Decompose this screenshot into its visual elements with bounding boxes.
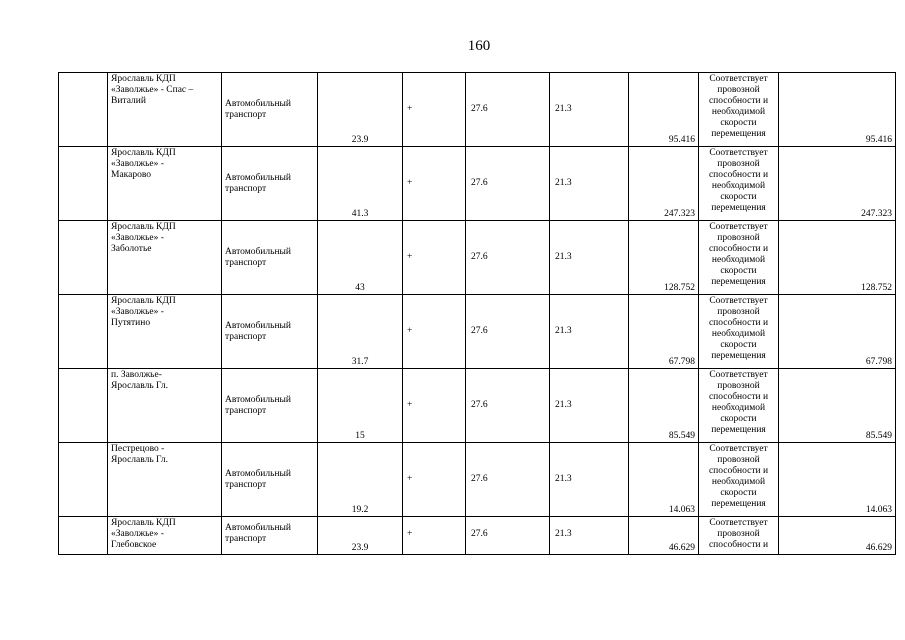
length-cell: 23.9 — [318, 73, 403, 147]
mark-cell: + — [403, 73, 466, 147]
value1-cell: 27.6 — [466, 147, 550, 221]
table-row — [59, 517, 896, 555]
mark-cell: + — [403, 147, 466, 221]
route-cell: Ярославль КДП «Заволжье» - Макарово — [108, 147, 222, 221]
cost-cell: 247.323 — [629, 147, 699, 221]
mark-cell: + — [403, 221, 466, 295]
route-cell: Ярославль КДП «Заволжье» - Заболотье — [108, 221, 222, 295]
row-index-cell — [59, 221, 108, 295]
total-cell: 85.549 — [779, 369, 896, 443]
value1-cell: 27.6 — [466, 221, 550, 295]
row-index-cell — [59, 443, 108, 517]
row-index-cell — [59, 369, 108, 443]
mark-cell: + — [403, 295, 466, 369]
length-cell: 41.3 — [318, 147, 403, 221]
status-cell: Соответствует провозной способности и необходимой скорости перемещения — [699, 73, 779, 147]
length-cell: 19.2 — [318, 443, 403, 517]
table-row — [59, 147, 896, 221]
length-cell: 15 — [318, 369, 403, 443]
row-index-cell — [59, 73, 108, 147]
value2-cell: 21.3 — [550, 221, 629, 295]
route-cell: Пестрецово - Ярославль Гл. — [108, 443, 222, 517]
value2-cell: 21.3 — [550, 295, 629, 369]
value2-cell: 21.3 — [550, 517, 629, 555]
page-number: 160 — [467, 38, 491, 54]
length-cell: 43 — [318, 221, 403, 295]
table-row — [59, 369, 896, 443]
status-cell: Соответствует провозной способности и необходимой скорости перемещения — [699, 369, 779, 443]
cost-cell: 14.063 — [629, 443, 699, 517]
table-row — [59, 295, 896, 369]
value2-cell: 21.3 — [550, 73, 629, 147]
value2-cell: 21.3 — [550, 369, 629, 443]
total-cell: 247.323 — [779, 147, 896, 221]
transport-cell: Автомобильный транспорт — [222, 221, 318, 295]
cost-cell: 67.798 — [629, 295, 699, 369]
total-cell: 46.629 — [779, 517, 896, 555]
total-cell: 128.752 — [779, 221, 896, 295]
mark-cell: + — [403, 443, 466, 517]
row-index-cell — [59, 517, 108, 555]
table-row — [59, 73, 896, 147]
table-row — [59, 443, 896, 517]
transport-cell: Автомобильный транспорт — [222, 295, 318, 369]
length-cell: 31.7 — [318, 295, 403, 369]
total-cell: 95.416 — [779, 73, 896, 147]
transport-cell: Автомобильный транспорт — [222, 443, 318, 517]
transport-cell: Автомобильный транспорт — [222, 147, 318, 221]
cost-cell: 95.416 — [629, 73, 699, 147]
value1-cell: 27.6 — [466, 517, 550, 555]
length-cell: 23.9 — [318, 517, 403, 555]
total-cell: 14.063 — [779, 443, 896, 517]
status-cell: Соответствует провозной способности и необходимой скорости перемещения — [699, 295, 779, 369]
table-row — [59, 221, 896, 295]
cost-cell: 46.629 — [629, 517, 699, 555]
transport-cell: Автомобильный транспорт — [222, 369, 318, 443]
route-cell: Ярославль КДП «Заволжье» - Спас – Виталий — [108, 73, 222, 147]
mark-cell: + — [403, 517, 466, 555]
route-cell: Ярославль КДП «Заволжье» - Глебовское — [108, 517, 222, 555]
status-cell: Соответствует провозной способности и необходимой скорости перемещения — [699, 147, 779, 221]
total-cell: 67.798 — [779, 295, 896, 369]
status-cell: Соответствует провозной способности и — [699, 517, 779, 555]
status-cell: Соответствует провозной способности и необходимой скорости перемещения — [699, 221, 779, 295]
transport-cell: Автомобильный транспорт — [222, 73, 318, 147]
status-cell: Соответствует провозной способности и необходимой скорости перемещения — [699, 443, 779, 517]
mark-cell: + — [403, 369, 466, 443]
value1-cell: 27.6 — [466, 73, 550, 147]
cost-cell: 85.549 — [629, 369, 699, 443]
value1-cell: 27.6 — [466, 443, 550, 517]
routes-table — [58, 72, 896, 555]
value2-cell: 21.3 — [550, 147, 629, 221]
route-cell: п. Заволжье- Ярославль Гл. — [108, 369, 222, 443]
value1-cell: 27.6 — [466, 295, 550, 369]
cost-cell: 128.752 — [629, 221, 699, 295]
value2-cell: 21.3 — [550, 443, 629, 517]
transport-cell: Автомобильный транспорт — [222, 517, 318, 555]
row-index-cell — [59, 147, 108, 221]
value1-cell: 27.6 — [466, 369, 550, 443]
route-cell: Ярославль КДП «Заволжье» - Путятино — [108, 295, 222, 369]
row-index-cell — [59, 295, 108, 369]
